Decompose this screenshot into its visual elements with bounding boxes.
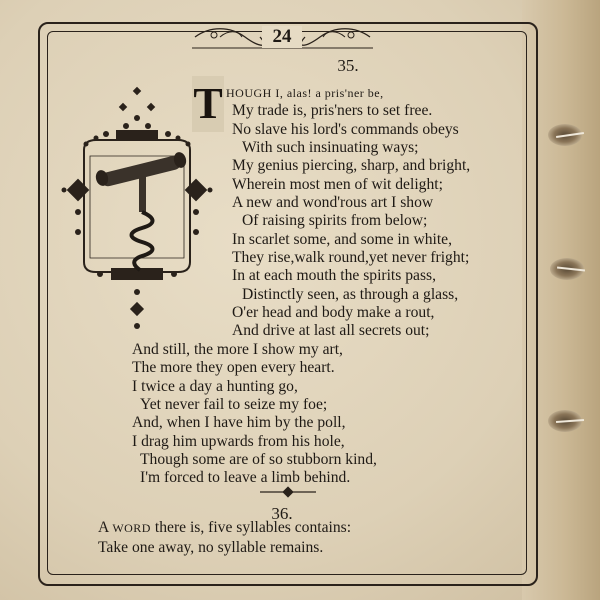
poem-line: I'm forced to leave a limb behind. <box>140 469 351 487</box>
poem-line: I drag him upwards from his hole, <box>132 432 345 450</box>
poem-line <box>98 518 528 538</box>
poem-line: Of raising spirits from below; <box>242 212 428 230</box>
first-word-initial: A <box>98 519 109 536</box>
line-1-rest: there is, five syllables contains: <box>154 519 352 536</box>
poem-line: Take one away, no syllable remains. <box>98 539 324 556</box>
poem-line: With such insinuating ways; <box>242 139 419 157</box>
page-number: 24 <box>262 26 302 48</box>
poem-line: My trade is, pris'ners to set free. <box>232 102 433 120</box>
poem-line: I twice a day a hunting go, <box>132 377 298 395</box>
poem-line <box>132 84 522 102</box>
poem-line: The more they open every heart. <box>132 359 335 377</box>
poem-line: Distinctly seen, as through a glass, <box>242 285 459 303</box>
riddle-35-poem <box>132 84 522 488</box>
poem-line: In at each mouth the spirits pass, <box>232 267 436 285</box>
poem-line: A new and wond'rous art I show <box>232 194 434 212</box>
poem-line: My genius piercing, sharp, and bright, <box>232 157 471 175</box>
riddle-36-text <box>98 518 528 557</box>
poem-line: And still, the more I show my art, <box>132 340 343 358</box>
poem-line: Wherein most men of wit delight; <box>232 175 443 193</box>
poem-line: They rise,walk round,yet never fright; <box>232 249 470 267</box>
first-word-rest: WORD <box>112 521 151 535</box>
drop-cap-initial: T <box>192 76 224 132</box>
poem-line: O'er head and body make a rout, <box>232 304 435 322</box>
poem-line: And, when I have him by the poll, <box>132 414 346 432</box>
riddle-35-number: 35. <box>337 56 359 75</box>
section-divider-ornament <box>258 486 318 498</box>
poem-line: No slave his lord's commands obeys <box>232 120 459 138</box>
poem-line: Though some are of so stubborn kind, <box>140 450 377 468</box>
poem-line: Yet never fail to seize my foe; <box>140 395 328 413</box>
poem-line: In scarlet some, and some in white, <box>232 230 452 248</box>
first-line-text: HOUGH I, alas! a pris'ner be, <box>226 86 384 100</box>
poem-line: And drive at last all secrets out; <box>232 322 430 340</box>
riddle-36-number: 36. <box>271 504 293 523</box>
